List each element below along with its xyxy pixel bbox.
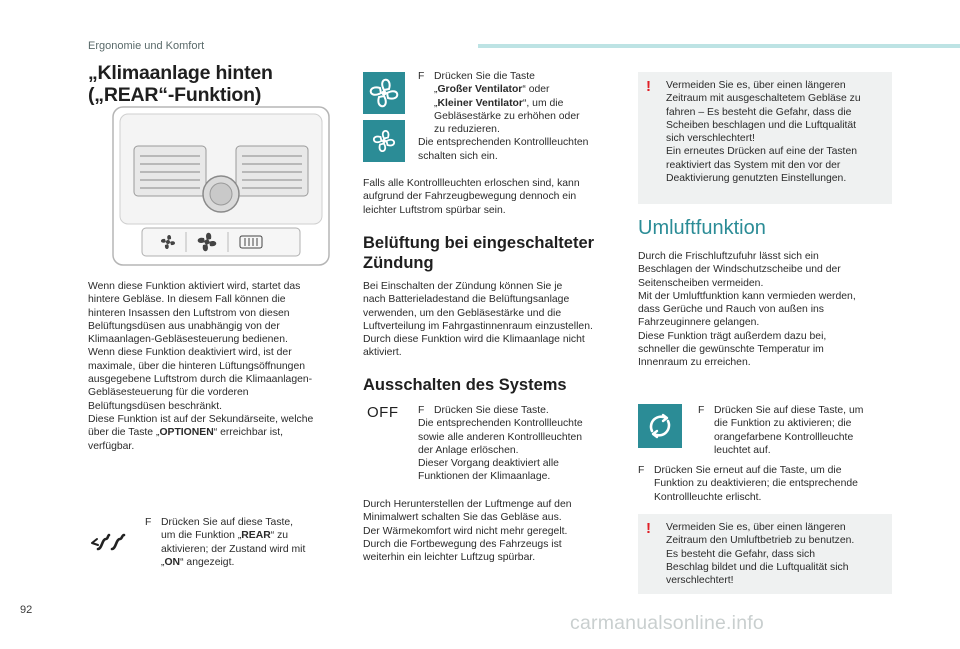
page-number: 92 [20, 604, 33, 616]
text-line: Vermeiden Sie es, über einen längeren [666, 80, 846, 91]
page-title: „Klimaanlage hinten („REAR“-Funktion) [88, 62, 273, 106]
text-line: Wenn diese Funktion deaktiviert wird, ist der [88, 347, 292, 359]
text-line: sowie alle anderen Kontrollleuchten [418, 431, 583, 443]
text-line: Zeitraum den Umluftbetrieb zu benutzen. [666, 535, 855, 547]
text-line: Funktionen der Klimaanlage. [418, 471, 551, 483]
text-line: leuchtet auf. [714, 444, 771, 456]
text-line: Zeitraum mit ausgeschaltetem Gebläse zu [666, 93, 861, 105]
text-line: Gebläsesteuerung für die vorderen [88, 387, 249, 399]
small-fan-key-label: Kleiner Ventilator [437, 97, 523, 109]
rear-airflow-icon [88, 527, 130, 557]
text-line [145, 529, 345, 542]
text-line: Durch die Fortbewegung des Fahrzeugs ist [363, 538, 562, 550]
text-run: „ [434, 97, 438, 109]
text-run: Drücken Sie auf diese Taste, um [714, 405, 864, 416]
text-line: Diese Funktion ist auf der Sekundärseite, welche [88, 413, 314, 425]
bullet-marker: F [145, 517, 152, 528]
recirculation-button-icon [638, 404, 682, 448]
text-line: Falls alle Kontrollleuchten erloschen sind, kann [363, 178, 580, 189]
rear-activation-step [145, 516, 345, 569]
fan-large-button-icon [363, 72, 405, 114]
text-line: Belüftungsdüsen aus unabhängig von der [88, 320, 280, 332]
text-line: Die entsprechenden Kontrollleuchten [418, 137, 589, 149]
text-line: Vermeiden Sie es, über einen längeren [666, 522, 846, 533]
fan-off-note [363, 177, 623, 217]
text-line: fahren – Es besteht die Gefahr, dass die [666, 106, 852, 118]
text-line: Beschlag bildet und die Luftqualität sich [666, 561, 849, 573]
text-line: hinteren Insassen den Luftstrom von diesen [88, 307, 290, 319]
text-run: um die Funktion „ [161, 530, 242, 542]
text-run: Drücken Sie diese Taste. [434, 405, 549, 416]
text-run: “ angezeigt. [180, 556, 235, 568]
text-line: Luftverteilung im Fahrgastinnenraum einzustellen. [363, 320, 593, 332]
text-line: Beschlagen der Windschutzscheibe und der [638, 264, 841, 276]
text-line: Deaktivierung genutzten Einstellungen. [666, 173, 847, 185]
text-line: Durch die Frischluftzufuhr lässt sich ein [638, 251, 819, 262]
text-line: der Anlage erlöschen. [418, 444, 519, 456]
text-run: „ [161, 556, 165, 568]
text-line: zu reduzieren. [434, 124, 500, 136]
text-line: Durch diese Funktion wird die Klimaanlage nicht [363, 334, 585, 346]
bullet-marker: F [418, 405, 425, 416]
text-run: Drücken Sie die Taste [434, 71, 535, 82]
text-line: Minimalwert schalten Sie das Gebläse aus. [363, 512, 562, 524]
warning-text [662, 79, 882, 185]
text-line: Seitenscheiben vermeiden. [638, 277, 764, 289]
text-line: Dieser Vorgang deaktiviert alle [418, 458, 559, 470]
text-line: Bei Einschalten der Zündung können Sie je [363, 281, 563, 292]
text-line: Mit der Umluftfunktion kann vermieden werden, [638, 290, 856, 302]
text-line: sich verschlechtert! [666, 133, 755, 145]
text-line: Gebläsestärke zu erhöhen oder [434, 110, 580, 122]
recirculation-description [638, 250, 896, 370]
text-run: Drücken Sie erneut auf die Taste, um die [654, 465, 842, 476]
large-fan-key-label: Großer Ventilator [437, 84, 523, 96]
off-button-label: OFF [367, 404, 399, 421]
text-line: weiterhin ein leichter Luftzug spürbar. [363, 552, 536, 564]
text-line: Die entsprechenden Kontrollleuchte [418, 418, 583, 430]
text-line: verwenden, um den Gebläsestärke und die [363, 307, 562, 319]
text-line: die Funktion zu aktivieren; die [714, 418, 852, 430]
vent-left-icon [134, 146, 206, 196]
warning-fan-off [638, 72, 892, 204]
text-run: über die Taste „ [88, 427, 160, 439]
text-line: Wenn diese Funktion aktiviert wird, startet das [88, 281, 301, 292]
text-line: Funktion zu deaktivieren; die entsprechende [654, 478, 858, 490]
text-line [145, 556, 345, 569]
recirculation-activate-step [698, 404, 894, 457]
text-run: “ oder [522, 84, 550, 96]
text-line: Kontrollleuchte erlischt. [654, 491, 762, 503]
warning-icon: ! [646, 520, 651, 537]
fan-small-button-icon [363, 120, 405, 162]
warning-text [662, 521, 882, 587]
text-line [145, 516, 345, 529]
bullet-marker: F [698, 405, 705, 416]
text-line: schalten sich ein. [418, 150, 498, 162]
text-line [418, 404, 618, 417]
text-line: aktivieren; der Zustand wird mit [161, 543, 306, 555]
text-line: reaktiviert das System mit den vor der [666, 159, 841, 171]
text-line: leichter Luftstrom spürbar sein. [363, 204, 506, 216]
text-line: Der Wärmekomfort wird nicht mehr geregelt. [363, 525, 568, 537]
text-line: schneller die gewünschte Temperatur im [638, 344, 824, 356]
text-run: “, um die [522, 97, 564, 109]
bullet-marker: F [418, 71, 425, 82]
text-line: hintere Gebläse. In diesem Fall können die [88, 294, 286, 306]
bullet-marker: F [638, 465, 645, 476]
text-run: Drücken Sie auf diese Taste, [161, 517, 294, 528]
text-line: orangefarbene Kontrollleuchte [714, 431, 854, 443]
fan-speed-step [418, 70, 618, 163]
off-step [418, 404, 618, 484]
text-line: Innenraum zu erreichen. [638, 357, 751, 369]
text-line: Es besteht die Gefahr, dass sich [666, 548, 816, 560]
rear-function-description [88, 280, 348, 453]
text-line: Scheiben beschlagen und die Luftqualität [666, 119, 857, 131]
heading-recirculation: Umluftfunktion [638, 217, 766, 239]
text-line: Klimaanlagen-Gebläsesteuerung bedienen. [88, 334, 288, 346]
text-line: nach Batterieladestand die Belüftungsanlage [363, 294, 570, 306]
text-line: verfügbar. [88, 440, 135, 452]
ventilation-description [363, 280, 625, 360]
options-key-label: OPTIONEN [159, 427, 214, 439]
recirculation-deactivate-step [638, 464, 896, 504]
text-line: dass Gerüche und Rauch von außen ins [638, 304, 824, 316]
text-line: ausgegebene Luftstrom durch die Klimaanlagen- [88, 374, 313, 386]
vent-right-icon [236, 146, 308, 196]
text-run: „ [434, 84, 438, 96]
rear-vent-panel-figure [112, 106, 330, 266]
text-line [88, 426, 348, 439]
watermark: carmanualsonline.info [570, 612, 764, 634]
text-line [418, 83, 618, 96]
header-accent-bar [478, 44, 960, 48]
text-line [698, 404, 894, 417]
off-note [363, 498, 623, 564]
text-run: “ erreichbar ist, [213, 427, 284, 439]
text-line [418, 70, 618, 83]
text-line: Ein erneutes Drücken auf eine der Tasten [666, 146, 857, 158]
text-line: maximale, über die hinteren Lüftungsöffnungen [88, 360, 306, 372]
on-state-label: ON [164, 556, 181, 568]
thermostat-knob-icon [203, 176, 239, 212]
text-line [418, 97, 618, 110]
heading-switch-off: Ausschalten des Systems [363, 376, 567, 394]
text-line [638, 464, 896, 477]
text-run: “ zu [270, 530, 289, 542]
warning-icon: ! [646, 78, 651, 95]
warning-recirculation [638, 514, 892, 594]
text-line: aktiviert. [363, 347, 402, 359]
text-line: Belüftungsdüsen beschränkt. [88, 400, 223, 412]
section-label: Ergonomie und Komfort [88, 40, 205, 52]
text-line: verschlechtert! [666, 575, 734, 587]
heading-ventilation: Belüftung bei eingeschalteter Zündung [363, 234, 595, 272]
text-line: Durch Herunterstellen der Luftmenge auf den [363, 499, 572, 510]
rear-key-label: REAR [241, 530, 271, 542]
text-line: Fahrzeuginnere gelangen. [638, 317, 760, 329]
text-line: aufgrund der Fahrzeugbewegung dennoch ein [363, 191, 577, 203]
text-line: Diese Funktion trägt außerdem dazu bei, [638, 330, 827, 342]
